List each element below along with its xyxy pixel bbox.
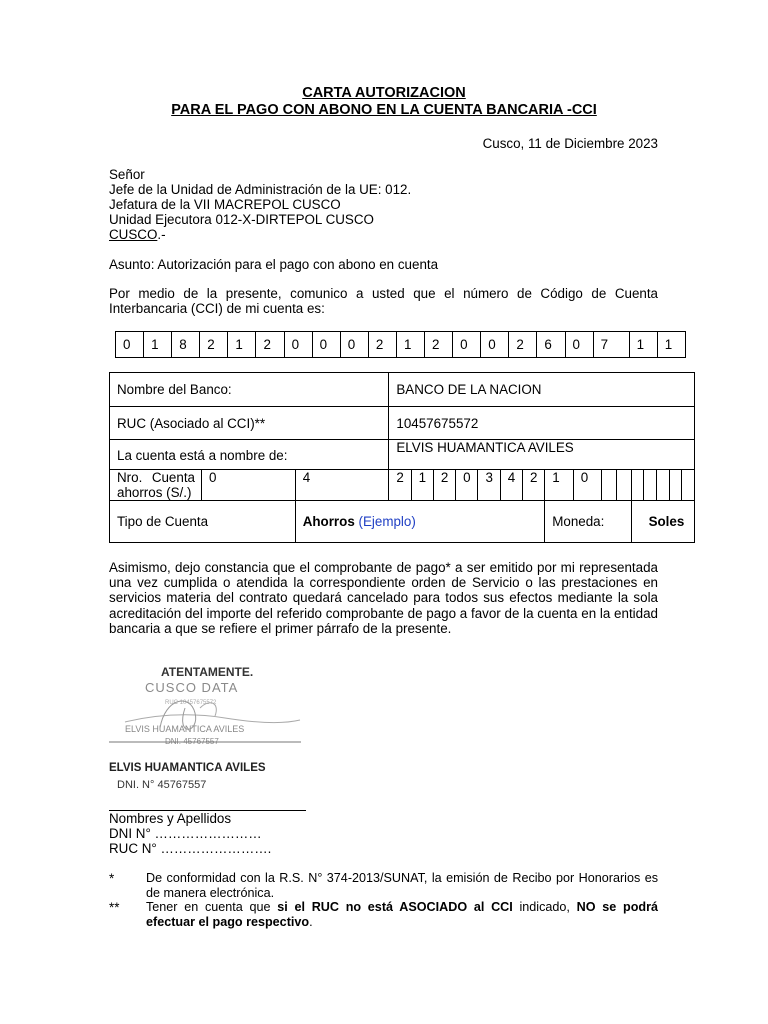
signature-stamp-svg [105,658,310,798]
intro-paragraph: Por medio de la presente, comunico a usted que el número de Código de Cuenta Interbancaria (CCI) de mi cuenta es: [109,286,658,317]
cci-digit: 1 [657,332,685,358]
signature-stamp [105,658,310,798]
account-digit: 2 [433,470,455,501]
account-digit: 0 [202,470,296,501]
note-2-e: . [309,914,313,929]
cci-digit: 0 [453,332,481,358]
dni-field: DNI N° …………………… [109,826,262,841]
stamp-company: CUSCO DATA [145,680,239,695]
names-field: Nombres y Apellidos [109,811,232,826]
ruc-label: RUC (Asociado al CCI)** [110,407,389,440]
addressee-city [109,227,166,242]
account-digit: 4 [500,470,522,501]
account-digit [617,470,632,501]
cci-digit: 1 [629,332,657,358]
account-label-1: Nro. Cuenta [117,470,195,485]
type-row [110,501,695,543]
currency-label: Moneda: [545,501,632,543]
holder-row [110,440,695,470]
note-2-b: si el RUC no está ASOCIADO al CCI [277,900,513,914]
addressee-line-3: Unidad Ejecutora 012-X-DIRTEPOL CUSCO [109,212,374,227]
note-1: De conformidad con la R.S. N° 374-2013/SUNAT, la emisión de Recibo por Honorarios es de manera electrónica. [146,871,658,900]
ruc-field: RUC N° ……………………. [109,841,272,856]
city-suffix: .- [157,227,166,242]
cci-digit: 2 [256,332,284,358]
holder-value: ELVIS HUAMANTICA AVILES [389,440,695,470]
type-value-cell [295,501,545,543]
holder-label: La cuenta está a nombre de: [110,440,389,470]
ruc-row [110,407,695,440]
account-digit: 1 [545,470,574,501]
account-row [110,470,695,501]
account-digit: 3 [478,470,500,501]
note-mark-2: ** [109,900,120,915]
stamp-dni: DNI. N° 45767557 [117,779,207,791]
cci-digit: 1 [144,332,172,358]
account-digit [682,470,695,501]
note-mark-1: * [109,871,115,886]
account-digit [657,470,670,501]
title-line-2: PARA EL PAGO CON ABONO EN LA CUENTA BANCARIA -CCI [171,102,597,118]
type-value: Ahorros [302,514,355,529]
cci-digit: 7 [593,332,629,358]
cci-digit: 1 [396,332,424,358]
title-line-1: CARTA AUTORIZACION [302,85,466,101]
cci-table [115,331,686,358]
addressee-line-1: Jefe de la Unidad de Administración de la UE: 012. [109,182,412,197]
account-label-2: ahorros (S/.) [117,485,192,500]
account-digit [644,470,657,501]
place-date: Cusco, 11 de Diciembre 2023 [482,136,658,151]
cci-digit: 8 [172,332,200,358]
signature-stroke [125,715,300,723]
stamp-heading: ATENTAMENTE. [161,665,254,679]
cci-row [116,332,686,358]
stamp-ruc: RUC 10457675572 [165,700,217,706]
account-digit: 4 [295,470,389,501]
ruc-value: 10457675572 [389,407,695,440]
note-2-d: NO se podrá efectuar el pago respectivo [146,900,658,929]
cci-digit: 0 [284,332,312,358]
cci-digit: 0 [340,332,368,358]
account-digit: 2 [389,470,411,501]
account-digit [602,470,617,501]
salutation: Señor [109,167,145,182]
addressee-line-2: Jefatura de la VII MACREPOL CUSCO [109,197,341,212]
currency-value: Soles [631,501,694,543]
cci-digit: 2 [200,332,228,358]
cci-digit: 6 [537,332,565,358]
stamp-dni-small: DNI. 45767557 [165,737,219,746]
cci-digit: 2 [509,332,537,358]
bank-info-table [109,372,695,543]
account-digit: 1 [411,470,433,501]
cci-digit: 2 [425,332,453,358]
cci-digit: 2 [368,332,396,358]
note-2-a: Tener en cuenta que [146,900,278,914]
account-digit: 0 [573,470,602,501]
bank-value: BANCO DE LA NACION [389,373,695,407]
account-digit: 0 [456,470,478,501]
cci-digit: 0 [565,332,593,358]
city: CUSCO [109,227,158,242]
note-2 [146,900,658,929]
account-label [110,470,202,501]
type-note: (Ejemplo) [358,514,416,529]
account-digit: 2 [522,470,544,501]
bank-row [110,373,695,407]
cci-digit: 0 [312,332,340,358]
cci-digit: 0 [116,332,144,358]
cci-digit: 0 [481,332,509,358]
account-digit [669,470,682,501]
cci-digit: 1 [228,332,256,358]
subject: Asunto: Autorización para el pago con abono en cuenta [109,257,439,272]
stamp-name-small: ELVIS HUAMANTICA AVILES [125,724,245,734]
account-digit [631,470,644,501]
type-label: Tipo de Cuenta [110,501,296,543]
bank-label: Nombre del Banco: [110,373,389,407]
body-paragraph: Asimismo, dejo constancia que el comprobante de pago* a ser emitido por mi representada una vez cumplida o atendida la correspondiente orden de Servicio o las prestaciones en servicios materia del contrato quedará cancelado para todos sus efectos mediante la sola acreditación del importe del referido comprobante de pago a favor de la cuenta en la entidad bancaria a que se refiere el primer párrafo de la presente. [109,560,658,636]
stamp-name: ELVIS HUAMANTICA AVILES [109,762,266,774]
note-2-c: indicado, [512,900,577,914]
